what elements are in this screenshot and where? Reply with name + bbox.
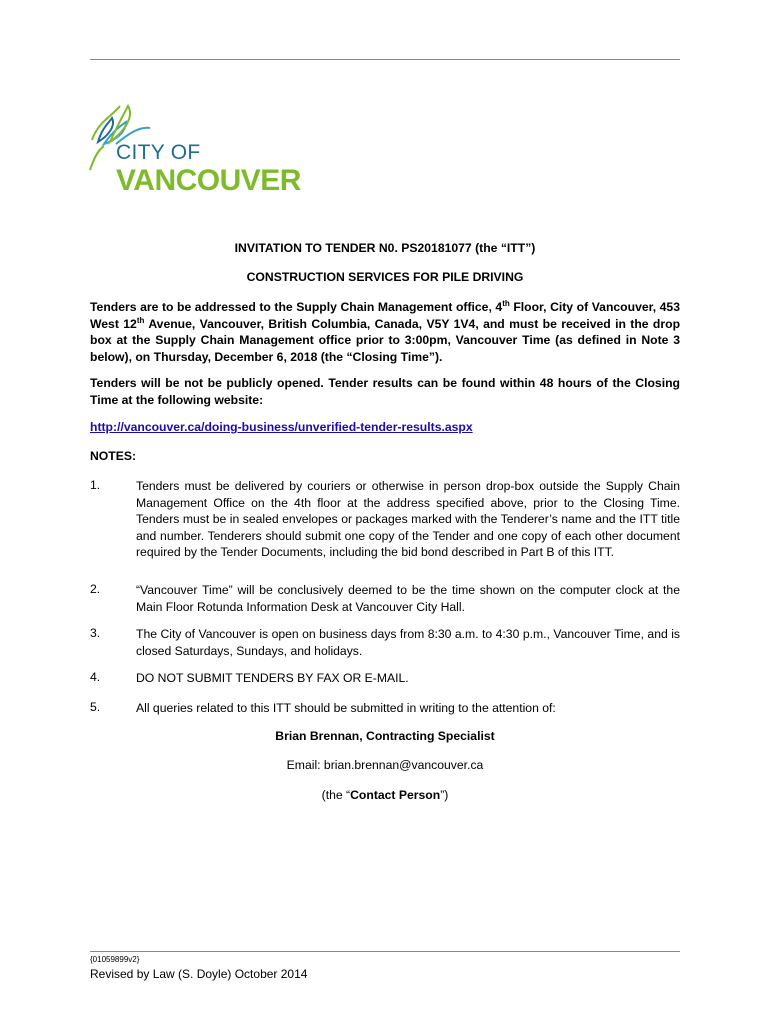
notes-heading: NOTES: [90, 449, 137, 463]
note-4-number: 4. [90, 670, 101, 684]
para1-a: Tenders are to be addressed to the Supply Chain Management office, 4 [90, 300, 503, 314]
footer-rule [90, 951, 680, 952]
note-5-text: All queries related to this ITT should be submitted in writing to the attention of: [136, 701, 556, 715]
note-1-text: Tenders must be delivered by couriers or otherwise in person drop-box outside the Supply Chain Management Office on the 4th floor at the address specified above, prior to the Closing Time. Tenders must be in sealed envelopes or packages marked with the Tenderer’s name and the ITT title and number. Tenderers should submit one copy of the Tender and one copy of each other document required by the Tender Documents, including the bid bond described in Part B of this ITT. [136, 479, 680, 559]
opening-paragraph: Tenders will be not be publicly opened. Tender results can be found within 48 hours of the Closing Time at the following website: [90, 376, 680, 407]
contact-email: Email: brian.brennan@vancouver.ca [286, 758, 484, 772]
contact-label-pre: (the “ [321, 788, 351, 802]
para1-sup-1: th [502, 298, 510, 308]
contact-label [90, 788, 680, 802]
note-2-text: “Vancouver Time” will be conclusively deemed to be the time shown on the computer clock at the Main Floor Rotunda Information Desk at Vancouver City Hall. [136, 583, 680, 614]
city-of-vancouver-logo [88, 100, 301, 205]
para1-b: Floor, City of Vancouver, 453 West 12 [90, 300, 680, 331]
contact-label-post: ”) [440, 788, 449, 802]
note-1-number: 1. [90, 478, 101, 492]
document-subtitle: CONSTRUCTION SERVICES FOR PILE DRIVING [246, 270, 524, 284]
contact-name: Brian Brennan, Contracting Specialist [275, 729, 495, 743]
logo-line-2: VANCOUVER [116, 164, 301, 197]
note-4-text: DO NOT SUBMIT TENDERS BY FAX OR E-MAIL. [136, 671, 409, 685]
document-id: {01059899v2} [90, 955, 140, 964]
top-rule [90, 59, 680, 60]
note-3-number: 3. [90, 626, 101, 640]
logo-line-1: CITY OF [116, 141, 201, 164]
para1-sup-2: th [136, 315, 145, 325]
note-2-number: 2. [90, 582, 101, 596]
results-link-row [90, 419, 680, 436]
revision-note: Revised by Law (S. Doyle) October 2014 [90, 967, 308, 981]
note-5-number: 5. [90, 700, 101, 714]
contact-label-text: Contact Person [350, 788, 441, 802]
note-3-text: The City of Vancouver is open on business days from 8:30 a.m. to 4:30 p.m., Vancouver Time, and is closed Saturdays, Sundays, and holidays. [136, 627, 680, 658]
para1-c: Avenue, Vancouver, British Columbia, Canada, V5Y 1V4, and must be received in the drop box at the Supply Chain Management office prior to 3:00pm, Vancouver Time (as defined in Note 3 below), on Thursday, December 6, 2018 (the “Closing Time”). [90, 316, 681, 364]
submission-paragraph [90, 299, 680, 365]
document-title: INVITATION TO TENDER N0. PS20181077 (the “ITT”) [234, 241, 536, 255]
results-link[interactable]: http://vancouver.ca/doing-business/unverified-tender-results.aspx [90, 420, 473, 434]
